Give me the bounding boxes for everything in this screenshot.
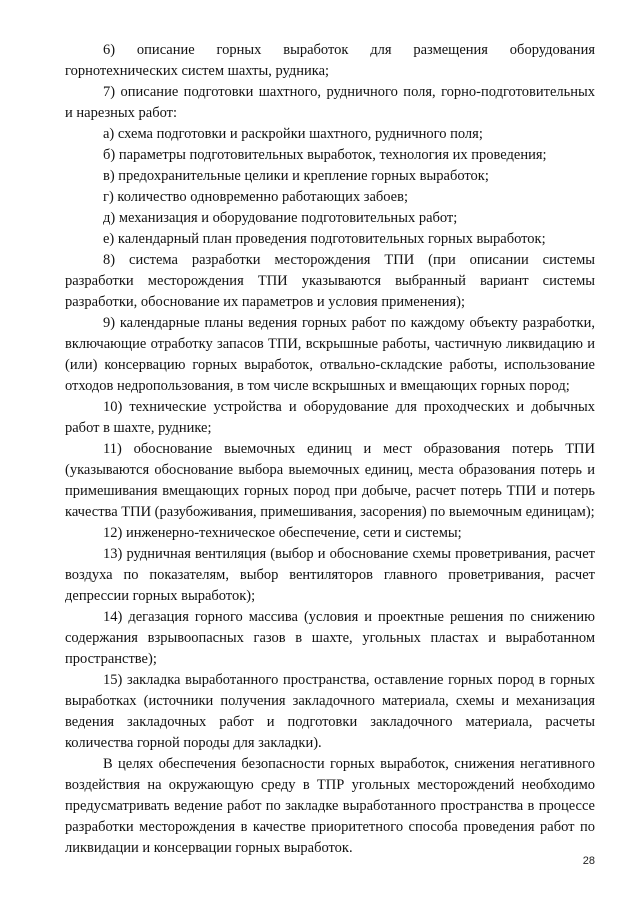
paragraph-subitem-v: в) предохранительные целики и крепление горных выработок; — [103, 168, 489, 184]
page-number: 28 — [582, 855, 595, 867]
paragraph-subitem-b: б) параметры подготовительных выработок, технология их проведения; — [103, 147, 547, 163]
paragraph-item-6: 6) описание горных выработок для размещения оборудования горнотехнических систем шахты, рудника; — [65, 42, 595, 79]
paragraph-subitem-e: е) календарный план проведения подготовительных горных выработок; — [103, 231, 546, 247]
paragraph-item-9: 9) календарные планы ведения горных работ по каждому объекту разработки, включающие отработку запасов ТПИ, вскрышные работы, частичную ликвидацию и (или) консервацию горных выработок, отвально-складские работы, использование отходов недропользования, в том числе вскрышных и вмещающих горных пород; — [65, 315, 595, 394]
paragraph-item-15: 15) закладка выработанного пространства, оставление горных пород в горных выработках (источники получения закладочного материала, схемы и механизация ведения закладочных работ и подготовки закладочного материала, расчеты количества горной породы для закладки). — [65, 672, 595, 751]
paragraph-item-13: 13) рудничная вентиляция (выбор и обоснование схемы проветривания, расчет воздуха по показателям, выбор вентиляторов главного проветривания, расчет депрессии горных выработок); — [65, 546, 595, 604]
paragraph-closing: В целях обеспечения безопасности горных выработок, снижения негативного воздействия на окружающую среду в ТПР угольных месторождений необходимо предусматривать ведение работ по закладке выработанного пространства в процессе разработки месторождения в качестве приоритетного способа проведения работ по ликвидации и консервации горных выработок. — [65, 756, 595, 856]
paragraph-subitem-g: г) количество одновременно работающих забоев; — [103, 189, 408, 205]
paragraph-item-14: 14) дегазация горного массива (условия и проектные решения по снижению содержания взрывоопасных газов в шахте, угольных пластах и выработанном пространстве); — [65, 609, 595, 667]
paragraph-item-7: 7) описание подготовки шахтного, рудничного поля, горно-подготовительных и нарезных работ: — [65, 84, 595, 121]
paragraph-item-12: 12) инженерно-техническое обеспечение, сети и системы; — [103, 525, 462, 541]
paragraph-item-8: 8) система разработки месторождения ТПИ (при описании системы разработки месторождения ТПИ указываются выбранный вариант системы разработки, обоснование их параметров и условия применения); — [65, 252, 595, 310]
paragraph-item-11: 11) обоснование выемочных единиц и мест образования потерь ТПИ (указываются обоснование выбора выемочных единиц, места образования потерь и примешивания вмещающих горных пород при добыче, расчет потерь ТПИ и потерь качества ТПИ (разубоживания, примешивания, засорения) по выемочным единицам); — [65, 441, 595, 520]
paragraph-subitem-d: д) механизация и оборудование подготовительных работ; — [103, 210, 458, 226]
document-body — [65, 40, 595, 859]
paragraph-item-10: 10) технические устройства и оборудование для проходческих и добычных работ в шахте, руднике; — [65, 399, 595, 436]
paragraph-subitem-a: а) схема подготовки и раскройки шахтного, рудничного поля; — [103, 126, 483, 142]
